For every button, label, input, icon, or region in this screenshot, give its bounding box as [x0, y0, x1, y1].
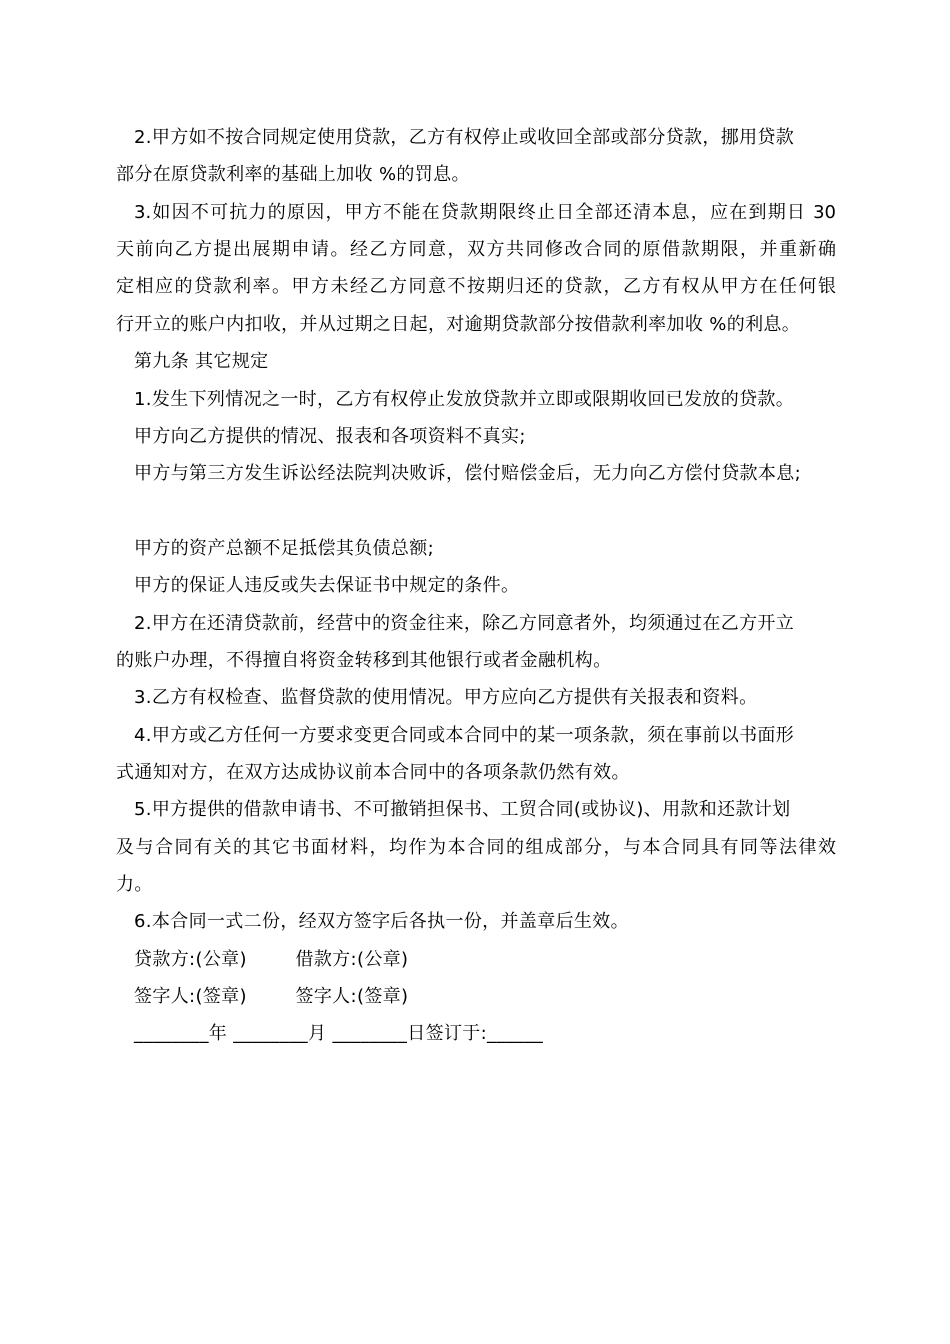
- article9-clause1: 1.发生下列情况之一时，乙方有权停止发放贷款并立即或限期收回已发放的贷款。: [134, 389, 795, 410]
- article9-case-a: 甲方向乙方提供的情况、报表和各项资料不真实;: [134, 426, 526, 447]
- seal-line: 贷款方:(公章) 借款方:(公章): [134, 949, 409, 970]
- article8-clause3-line3: 定相应的贷款利率。甲方未经乙方同意不按期归还的贷款，乙方有权从甲方在任何银: [116, 276, 836, 297]
- article8-clause2-line1: 2.甲方如不按合同规定使用贷款，乙方有权停止或收回全部或部分贷款，挪用贷款: [134, 127, 795, 148]
- article9-clause3: 3.乙方有权检查、监督贷款的使用情况。甲方应向乙方提供有关报表和资料。: [134, 687, 758, 708]
- article9-clause6: 6.本合同一式二份，经双方签字后各执一份，并盖章后生效。: [134, 911, 629, 932]
- article8-clause3-line1: 3.如因不可抗力的原因，甲方不能在贷款期限终止日全部还清本息，应在到期日 30: [134, 202, 836, 223]
- article9-clause2-line1: 2.甲方在还清贷款前，经营中的资金往来，除乙方同意者外，均须通过在乙方开立: [134, 613, 795, 634]
- article9-case-b: 甲方与第三方发生诉讼经法院判决败诉，偿付赔偿金后，无力向乙方偿付贷款本息;: [134, 463, 802, 484]
- article8-clause3-line4: 行开立的账户内扣收，并从过期之日起，对逾期贷款部分按借款利率加收 %的利息。: [116, 314, 801, 335]
- article9-case-d: 甲方的保证人违反或失去保证书中规定的条件。: [134, 575, 520, 596]
- article9-clause4-line2: 式通知对方，在双方达成协议前本合同中的各项条款仍然有效。: [116, 762, 630, 783]
- article9-clause5-line1: 5.甲方提供的借款申请书、不可撤销担保书、工贸合同(或协议)、用款和还款计划: [134, 799, 791, 820]
- signing-date-line: ________年 ________月 ________日签订于:______: [134, 1023, 544, 1044]
- signatory-line: 签字人:(签章) 签字人:(签章): [134, 986, 409, 1007]
- article9-heading: 第九条 其它规定: [134, 351, 269, 372]
- article9-clause5-line3: 力。: [116, 874, 153, 895]
- article9-clause4-line1: 4.甲方或乙方任何一方要求变更合同或本合同中的某一项条款，须在事前以书面形: [134, 725, 795, 746]
- article9-clause2-line2: 的账户办理，不得擅自将资金转移到其他银行或者金融机构。: [116, 650, 612, 671]
- article9-case-c: 甲方的资产总额不足抵偿其负债总额;: [134, 538, 435, 559]
- article8-clause3-line2: 天前向乙方提出展期申请。经乙方同意，双方共同修改合同的原借款期限，并重新确: [116, 239, 836, 260]
- article8-clause2-line2: 部分在原贷款利率的基础上加收 %的罚息。: [116, 164, 470, 185]
- article9-clause5-line2: 及与合同有关的其它书面材料，均作为本合同的组成部分，与本合同具有同等法律效: [116, 837, 836, 858]
